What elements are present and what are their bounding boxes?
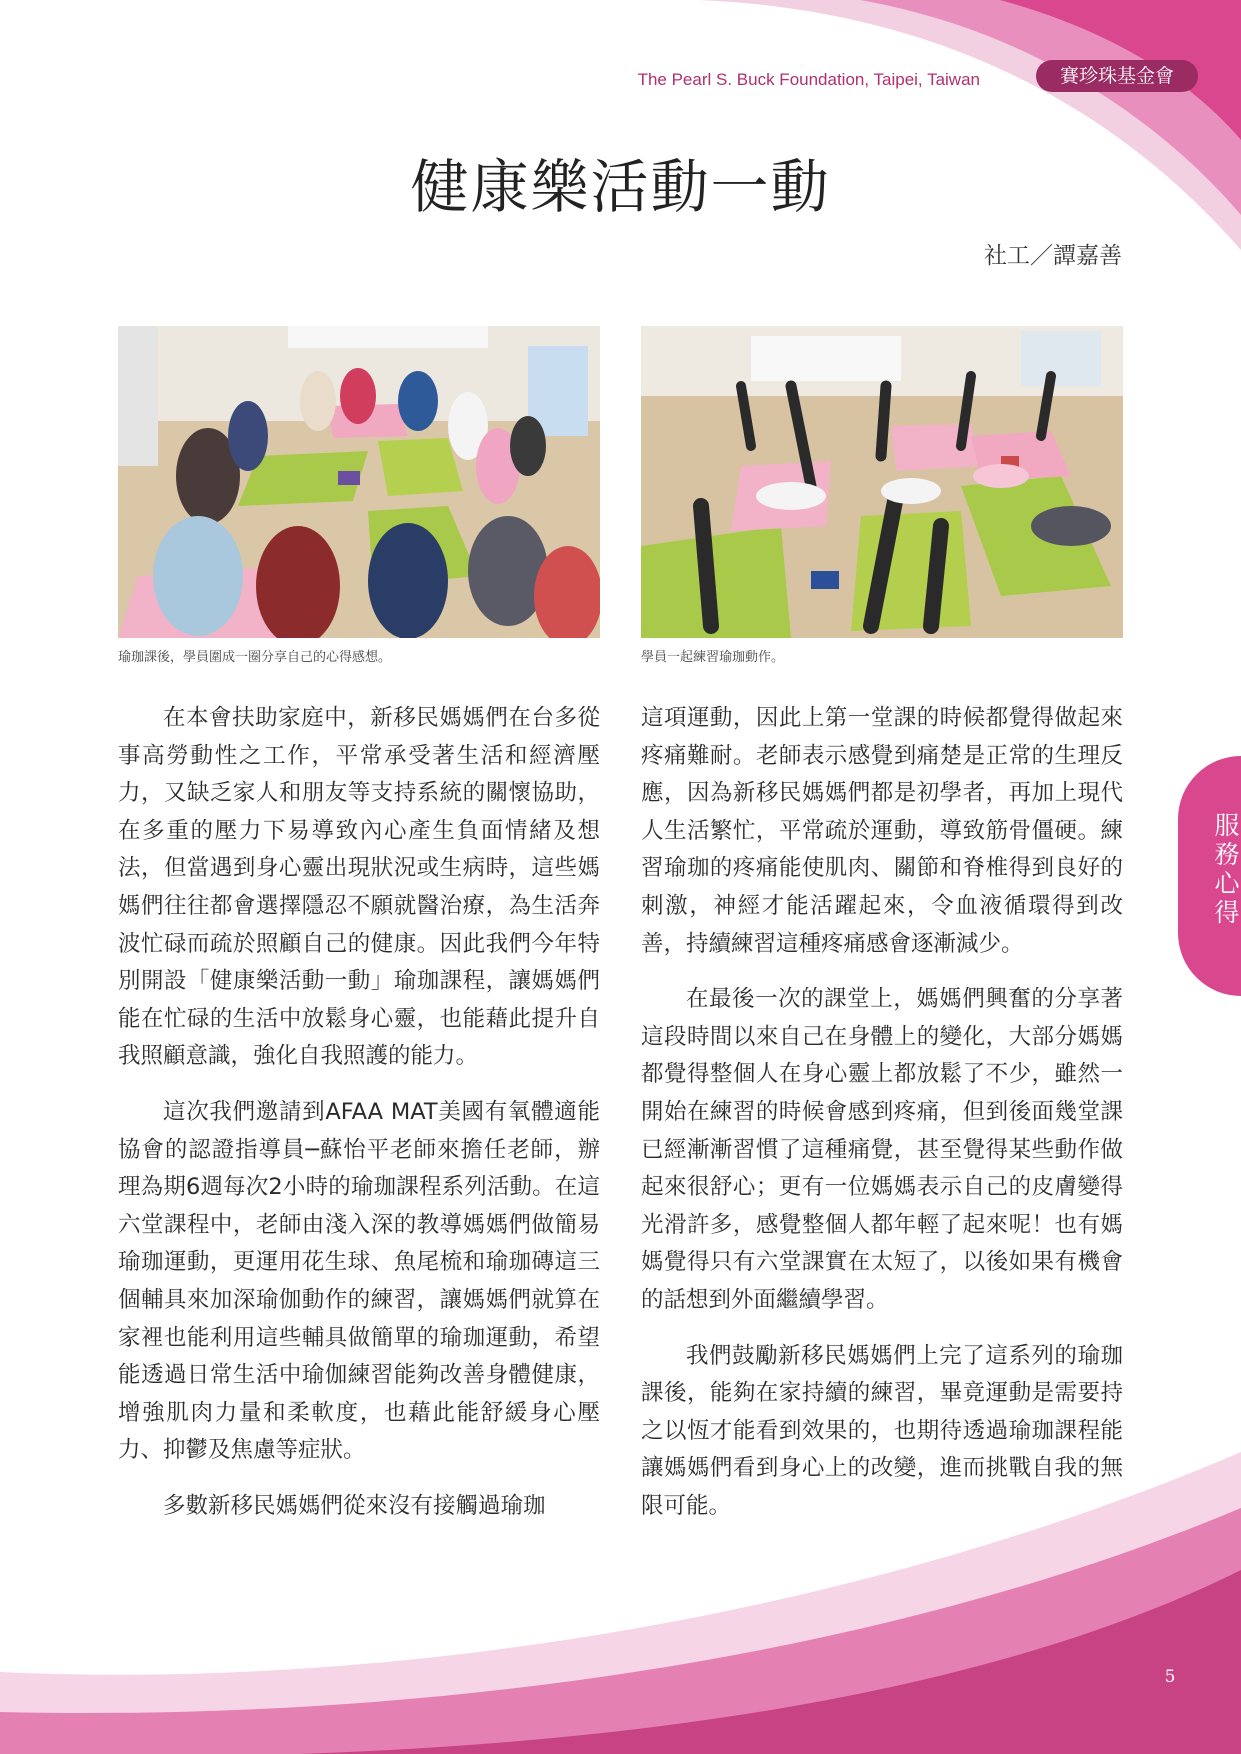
article-title: 健康樂活動一動 — [410, 153, 831, 221]
paragraph: 這次我們邀請到AFAA MAT美國有氧體適能協會的認證指導員─蘇怡平老師來擔任老師，辦理為期6週每次2小時的瑜珈課程系列活動。在這六堂課程中，老師由淺入深的教導媽媽們做簡易瑜珈運動，更運用花生球、魚尾梳和瑜珈磚這三個輔具來加深瑜伽動作的練習，讓媽媽們就算在家裡也能利用這些輔具做簡單的瑜珈運動，希望能透過日常生活中瑜伽練習能夠改善身體健康，增強肌肉力量和柔軟度，也藉此能舒緩身心壓力、抑鬱及焦慮等症狀。 — [118, 1098, 600, 1464]
photo-sharing-circle — [118, 326, 600, 638]
organization-badge: 賽珍珠基金會 — [1036, 60, 1198, 92]
photo-caption: 學員一起練習瑜珈動作。 — [641, 650, 785, 665]
photo-caption: 瑜珈課後，學員圍成一圈分享自己的心得感想。 — [118, 650, 392, 665]
article-column-left — [118, 700, 600, 1543]
paragraph: 我們鼓勵新移民媽媽們上完了這系列的瑜珈課後，能夠在家持續的練習，畢竟運動是需要持之以恆才能看到效果的，也期待透過瑜珈課程能讓媽媽們看到身心上的改變，進而挑戰自我的無限可能。 — [641, 1342, 1123, 1519]
paragraph: 多數新移民媽媽們從來沒有接觸過瑜珈 — [163, 1492, 546, 1519]
article-column-right — [641, 700, 1123, 1543]
paragraph: 在本會扶助家庭中，新移民媽媽們在台多從事高勞動性之工作，平常承受著生活和經濟壓力，又缺乏家人和朋友等支持系統的關懷協助，在多重的壓力下易導致內心產生負面情緒及想法，但當遇到身心靈出現狀況或生病時，這些媽媽們往往都會選擇隱忍不願就醫治療，為生活奔波忙碌而疏於照顧自己的健康。因此我們今年特別開設「健康樂活動一動」瑜珈課程，讓媽媽們能在忙碌的生活中放鬆身心靈，也能藉此提升自我照顧意識，強化自我照護的能力。 — [118, 705, 600, 1070]
article-author: 社工／譚嘉善 — [984, 243, 1122, 269]
paragraph: 在最後一次的課堂上，媽媽們興奮的分享著這段時間以來自己在身體上的變化，大部分媽媽都覺得整個人在身心靈上都放鬆了不少，雖然一開始在練習的時候會感到疼痛，但到後面幾堂課已經漸漸習慣了這種痛覺，甚至覺得某些動作做起來很舒心；更有一位媽媽表示自己的皮膚變得光滑許多，感覺整個人都年輕了起來呢！也有媽媽覺得只有六堂課實在太短了，以後如果有機會的話想到外面繼續學習。 — [641, 986, 1123, 1313]
photo-yoga-practice — [641, 326, 1123, 638]
section-tab-label: 服務心得 — [1211, 812, 1240, 928]
page-number: 5 — [1164, 1667, 1176, 1687]
organization-name-english: The Pearl S. Buck Foundation, Taipei, Taiwan — [637, 70, 980, 89]
paragraph-continued: 這項運動，因此上第一堂課的時候都覺得做起來疼痛難耐。老師表示感覺到痛楚是正常的生理反應，因為新移民媽媽們都是初學者，再加上現代人生活繁忙，平常疏於運動，導致筋骨僵硬。練習瑜珈的疼痛能使肌肉、關節和脊椎得到良好的刺激，神經才能活躍起來，令血液循環得到改善，持續練習這種疼痛感會逐漸減少。 — [641, 705, 1123, 957]
